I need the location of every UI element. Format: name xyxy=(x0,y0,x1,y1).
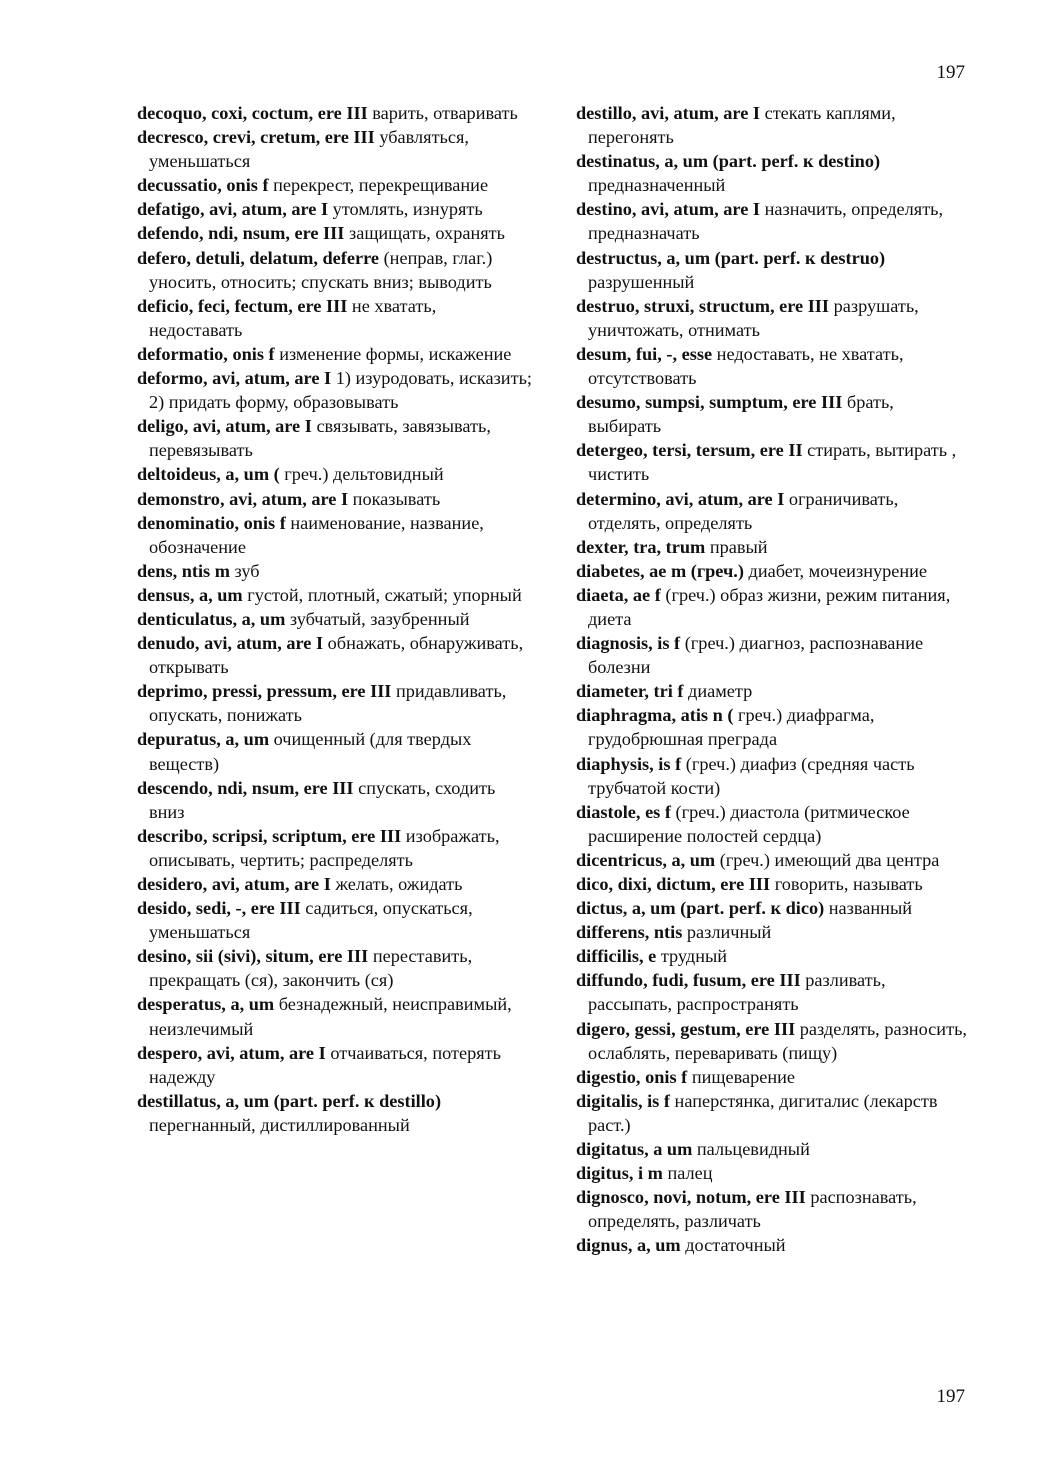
dictionary-entry xyxy=(576,944,971,968)
dictionary-entry xyxy=(576,920,971,944)
entry-definition: достаточный xyxy=(685,1235,786,1256)
entry-headword: digitatus, a um xyxy=(576,1139,693,1160)
entry-definition: убавляться, уменьшаться xyxy=(149,127,469,172)
entry-definition: разделять, разносить, ослаблять, переваривать (пищу) xyxy=(588,1018,967,1063)
entry-headword: destructus, a, um (part. perf. к destruo) xyxy=(576,247,886,268)
dictionary-entry xyxy=(137,631,532,679)
entry-headword: describo, scripsi, scriptum, ere III xyxy=(137,825,402,846)
dictionary-entry xyxy=(576,800,971,848)
dictionary-entry xyxy=(576,342,971,390)
dictionary-entry xyxy=(576,848,971,872)
entry-definition: распознавать, определять, различать xyxy=(588,1187,917,1232)
entry-definition: зуб xyxy=(234,560,260,581)
entry-definition: безнадежный, неисправимый, неизлечимый xyxy=(149,994,512,1039)
dictionary-entry xyxy=(576,246,971,294)
page-number-bottom: 197 xyxy=(936,1386,965,1407)
dictionary-entry xyxy=(576,583,971,631)
entry-headword: densus, a, um xyxy=(137,584,243,605)
dictionary-entry xyxy=(576,559,971,583)
entry-headword: denticulatus, a, um xyxy=(137,608,286,629)
dictionary-entry xyxy=(137,607,532,631)
dictionary-entry xyxy=(576,872,971,896)
entry-headword: digitus, i m xyxy=(576,1163,663,1184)
dictionary-entry xyxy=(576,968,971,1016)
dictionary-entry xyxy=(137,776,532,824)
dictionary-entry xyxy=(576,1017,971,1065)
entry-definition: трудный xyxy=(660,946,728,967)
entry-headword: dignosco, novi, notum, ere III xyxy=(576,1187,806,1208)
entry-headword: dignus, a, um xyxy=(576,1235,681,1256)
dictionary-entry xyxy=(576,535,971,559)
entry-headword: desum, fui, -, esse xyxy=(576,343,713,364)
entry-definition: 1) изуродовать, исказить; 2) придать форму, образовывать xyxy=(149,368,532,413)
entry-headword: decresco, crevi, cretum, ere III xyxy=(137,127,375,148)
entry-definition: (греч.) имеющий два центра xyxy=(719,849,940,870)
right-column xyxy=(576,101,971,1258)
entry-headword: destillo, avi, atum, are I xyxy=(576,103,760,123)
entry-headword: defatigo, avi, atum, are I xyxy=(137,199,329,220)
entry-definition: желать, ожидать xyxy=(335,874,463,894)
entry-headword: diaphysis, is f xyxy=(576,753,682,774)
entry-definition: наименование, название, обозначение xyxy=(149,512,484,557)
entry-definition: перекрест, перекрещивание xyxy=(273,175,489,196)
entry-definition: варить, отваривать xyxy=(372,103,518,123)
entry-headword: digestio, onis f xyxy=(576,1066,688,1087)
dictionary-entry xyxy=(576,1161,971,1185)
dictionary-entry xyxy=(576,1065,971,1089)
entry-headword: deformo, avi, atum, are I xyxy=(137,368,332,389)
dictionary-entry xyxy=(576,703,971,751)
dictionary-entry xyxy=(576,1233,971,1257)
dictionary-entry xyxy=(576,631,971,679)
entry-definition: не хватать, недоставать xyxy=(149,295,437,340)
dictionary-entry xyxy=(137,414,532,462)
entry-headword: destino, avi, atum, are I xyxy=(576,199,760,220)
dictionary-entry xyxy=(137,583,532,607)
entry-definition: палец xyxy=(667,1163,713,1184)
dictionary-entry xyxy=(137,294,532,342)
dictionary-entry xyxy=(576,1137,971,1161)
entry-definition: (греч.) диагноз, распознавание болезни xyxy=(588,633,924,678)
entry-headword: despero, avi, atum, are I xyxy=(137,1042,326,1063)
entry-definition: стекать каплями, перегонять xyxy=(588,103,896,148)
dictionary-entry xyxy=(137,1041,532,1089)
entry-headword: denudo, avi, atum, are I xyxy=(137,633,324,654)
entry-definition: греч.) дельтовидный xyxy=(284,464,444,485)
entry-headword: destillatus, a, um (part. perf. к destillo) xyxy=(137,1090,442,1111)
entry-definition: говорить, называть xyxy=(774,874,923,894)
entry-headword: diameter, tri f xyxy=(576,681,684,702)
entry-definition: переставить, прекращать (ся), закончить (ся) xyxy=(149,946,473,991)
dictionary-entry xyxy=(137,1089,532,1137)
entry-definition: показывать xyxy=(352,488,441,509)
dictionary-entry xyxy=(576,896,971,920)
entry-definition: стирать, вытирать , чистить xyxy=(588,440,957,485)
dictionary-entry xyxy=(576,294,971,342)
entry-headword: diaphragma, atis n ( xyxy=(576,705,734,726)
dictionary-entry xyxy=(576,197,971,245)
entry-definition: обнажать, обнаруживать, открывать xyxy=(149,633,524,678)
entry-definition: защищать, охранять xyxy=(348,223,505,244)
dictionary-entry xyxy=(137,197,532,221)
entry-definition: перегнанный, дистиллированный xyxy=(149,1114,410,1135)
entry-headword: descendo, ndi, nsum, ere III xyxy=(137,777,354,798)
entry-headword: digitalis, is f xyxy=(576,1090,670,1111)
entry-headword: diagnosis, is f xyxy=(576,633,681,654)
dictionary-entry xyxy=(576,101,971,149)
entry-definition: пальцевидный xyxy=(696,1139,810,1160)
dictionary-entry xyxy=(137,992,532,1040)
entry-headword: denominatio, onis f xyxy=(137,512,286,533)
entry-headword: decoquo, coxi, coctum, ere III xyxy=(137,103,368,123)
entry-definition: разрушать, уничтожать, отнимать xyxy=(588,295,919,340)
entry-definition: (неправ, глаг.) уносить, относить; спускать вниз; выводить xyxy=(149,247,493,292)
entry-headword: diaeta, ae f xyxy=(576,584,661,605)
entry-headword: demonstro, avi, atum, are I xyxy=(137,488,349,509)
dictionary-entry xyxy=(137,727,532,775)
entry-definition: придавливать, опускать, понижать xyxy=(149,681,507,726)
dictionary-entry xyxy=(137,246,532,294)
entry-definition: ограничивать, отделять, определять xyxy=(588,488,899,533)
dictionary-entry xyxy=(576,438,971,486)
dictionary-entry xyxy=(137,896,532,944)
entry-headword: difficilis, e xyxy=(576,946,657,967)
entry-definition: разрушенный xyxy=(588,271,695,292)
dictionary-entry xyxy=(137,366,532,414)
entry-definition: названный xyxy=(828,898,913,919)
entry-headword: determino, avi, atum, are I xyxy=(576,488,785,509)
entry-headword: desumo, sumpsi, sumptum, ere III xyxy=(576,392,843,413)
dictionary-entry xyxy=(576,487,971,535)
dictionary-entry xyxy=(137,125,532,173)
entry-headword: dicentricus, a, um xyxy=(576,849,716,870)
entry-headword: destinatus, a, um (part. perf. к destino) xyxy=(576,151,881,172)
entry-definition: садиться, опускаться, уменьшаться xyxy=(149,898,473,943)
entry-definition: (греч.) диастола (ритмическое расширение полостей сердца) xyxy=(588,801,910,846)
entry-definition: недоставать, не хватать, отсутствовать xyxy=(588,343,904,389)
entry-definition: (греч.) диафиз (средняя часть трубчатой кости) xyxy=(588,753,915,798)
entry-definition: наперстянка, дигиталис (лекарств раст.) xyxy=(588,1090,938,1135)
dictionary-entry xyxy=(137,679,532,727)
entry-headword: defero, detuli, delatum, deferre xyxy=(137,247,380,268)
entry-definition: греч.) диафрагма, грудобрюшная преграда xyxy=(588,705,875,750)
entry-headword: deformatio, onis f xyxy=(137,343,275,364)
dictionary-entry xyxy=(137,342,532,366)
entry-headword: decussatio, onis f xyxy=(137,175,269,196)
entry-headword: dens, ntis m xyxy=(137,560,230,581)
entry-definition: очищенный (для твердых веществ) xyxy=(149,729,472,774)
entry-headword: dexter, tra, trum xyxy=(576,536,706,557)
dictionary-entry xyxy=(576,752,971,800)
entry-definition: правый xyxy=(709,536,768,557)
dictionary-entry xyxy=(576,679,971,703)
entry-definition: различный xyxy=(686,922,772,943)
entry-headword: dico, dixi, dictum, ere III xyxy=(576,874,771,894)
entry-definition: изображать, описывать, чертить; распределять xyxy=(149,825,500,870)
entry-headword: deficio, feci, fectum, ere III xyxy=(137,295,348,316)
dictionary-entry xyxy=(137,824,532,872)
entry-headword: deltoideus, a, um ( xyxy=(137,464,280,485)
entry-headword: desido, sedi, -, ere III xyxy=(137,898,301,919)
entry-definition: густой, плотный, сжатый; упорный xyxy=(247,584,522,605)
entry-headword: detergeo, tersi, tersum, ere II xyxy=(576,440,803,461)
entry-headword: differens, ntis xyxy=(576,922,683,943)
left-column xyxy=(137,101,532,1137)
entry-headword: deligo, avi, atum, are I xyxy=(137,416,312,437)
entry-definition: изменение формы, искажение xyxy=(279,343,512,364)
dictionary-entry xyxy=(576,1185,971,1233)
dictionary-entry xyxy=(576,149,971,197)
entry-headword: destruo, struxi, structum, ere III xyxy=(576,295,830,316)
entry-headword: desperatus, a, um xyxy=(137,994,275,1015)
entry-definition: спускать, сходить вниз xyxy=(149,777,496,822)
dictionary-entry xyxy=(576,1089,971,1137)
dictionary-entry xyxy=(137,559,532,583)
dictionary-entry xyxy=(137,511,532,559)
entry-definition: диаметр xyxy=(688,681,753,702)
dictionary-entry xyxy=(137,462,532,486)
dictionary-entry xyxy=(137,101,532,125)
entry-definition: диабет, мочеизнурение xyxy=(748,560,928,581)
entry-headword: digero, gessi, gestum, ere III xyxy=(576,1018,796,1039)
entry-definition: предназначенный xyxy=(588,175,726,196)
entry-definition: разливать, рассыпать, распространять xyxy=(588,970,886,1015)
entry-headword: diffundo, fudi, fusum, ere III xyxy=(576,970,801,991)
entry-definition: (греч.) образ жизни, режим питания, диета xyxy=(588,584,951,629)
dictionary-entry xyxy=(137,221,532,245)
entry-definition: связывать, завязывать, перевязывать xyxy=(149,416,491,461)
dictionary-entry xyxy=(576,390,971,438)
dictionary-entry xyxy=(137,487,532,511)
entry-headword: diabetes, ae m (греч.) xyxy=(576,560,744,581)
entry-definition: отчаиваться, потерять надежду xyxy=(149,1042,501,1087)
entry-definition: брать, выбирать xyxy=(588,392,894,437)
entry-definition: пищеварение xyxy=(691,1066,796,1087)
dictionary-entry xyxy=(137,944,532,992)
dictionary-entry xyxy=(137,173,532,197)
entry-definition: зубчатый, зазубренный xyxy=(289,608,470,629)
entry-headword: desidero, avi, atum, are I xyxy=(137,874,331,894)
entry-headword: deprimo, pressi, pressum, ere III xyxy=(137,681,392,702)
entry-headword: desino, sii (sivi), situm, ere III xyxy=(137,946,369,967)
entry-headword: diastole, es f xyxy=(576,801,671,822)
entry-definition: назначить, определять, предназначать xyxy=(588,199,944,244)
page-number-top: 197 xyxy=(936,62,965,83)
entry-headword: defendo, ndi, nsum, ere III xyxy=(137,223,345,244)
dictionary-entry xyxy=(137,872,532,896)
entry-headword: dictus, a, um (part. perf. к dico) xyxy=(576,898,825,919)
entry-definition: утомлять, изнурять xyxy=(332,199,483,220)
entry-headword: depuratus, a, um xyxy=(137,729,270,750)
